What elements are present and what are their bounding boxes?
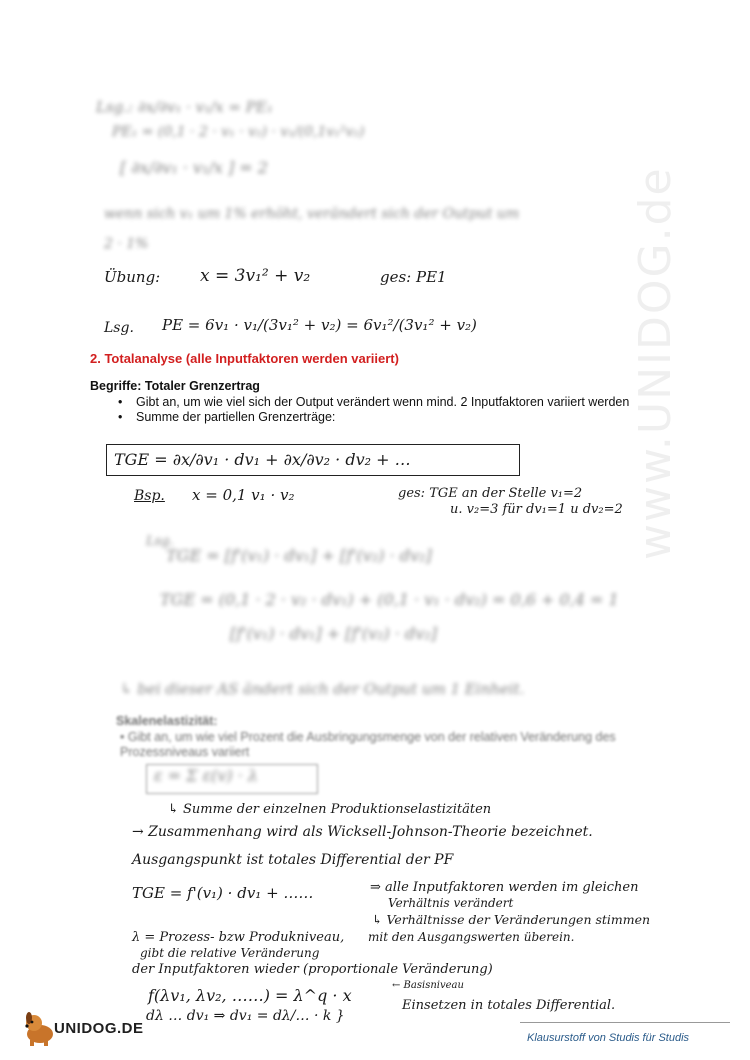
- bullet-item: • Gibt an, um wie viel sich der Output verändert wenn mind. 2 Inputfaktoren variiert werden: [118, 395, 638, 410]
- terms-title: Begriffe: Totaler Grenzertrag: [90, 379, 260, 393]
- note-line-6b: Einsetzen in totales Differential.: [402, 998, 616, 1013]
- note-line-3: Ausgangspunkt ist totales Differential der PF: [132, 852, 454, 868]
- exercise-goal: ges: PE1: [380, 268, 447, 286]
- logo-wordmark: UNIDOG.DE: [54, 1020, 144, 1037]
- note-line-4d: ↳ Verhältnisse der Veränderungen stimmen: [372, 912, 651, 927]
- example-goal-1: ges: TGE an der Stelle v₁=2: [398, 486, 583, 501]
- note-line-4a: TGE = f'(v₁) · dv₁ + ……: [132, 884, 314, 902]
- solution-label: Lsg.: [104, 320, 134, 336]
- note-line-6-annotation: ← Basisniveau: [392, 980, 464, 991]
- watermark-text: www.UNIDOG.de: [630, 166, 681, 560]
- note-line-4e: mit den Ausgangswerten überein.: [368, 930, 575, 944]
- total-formula: TGE = ∂x/∂v₁ · dv₁ + ∂x/∂v₂ · dv₂ + …: [114, 450, 411, 469]
- note-line-5b: gibt die relative Veränderung: [140, 946, 320, 960]
- exercise-formula: x = 3v₁² + v₂: [200, 266, 311, 286]
- footer-tagline: Klausurstoff von Studis für Studis: [527, 1032, 690, 1044]
- note-line-5c: der Inputfaktoren wieder (proportionale Veränderung): [132, 962, 493, 977]
- exercise-label: Übung:: [104, 268, 161, 286]
- footer-divider: [520, 1022, 730, 1023]
- note-line-4c: Verhältnis verändert: [388, 896, 514, 910]
- section-heading: 2. Totalanalyse (alle Inputfaktoren werden variiert): [90, 351, 399, 366]
- note-line-4b: ⇒ alle Inputfaktoren werden im gleichen: [370, 880, 639, 895]
- note-line-2: → Zusammenhang wird als Wicksell-Johnson-Theorie bezeichnet.: [132, 824, 593, 840]
- note-line-5a: λ = Prozess- bzw Produkniveau,: [132, 930, 345, 945]
- example-formula: x = 0,1 v₁ · v₂: [192, 486, 295, 504]
- note-line-6: f(λv₁, λv₂, ……) = λ^q · x: [148, 986, 352, 1005]
- solution-formula: PE = 6v₁ · v₁/(3v₁² + v₂) = 6v₁²/(3v₁² + v₂): [162, 316, 477, 334]
- example-goal-2: u. v₂=3 für dv₁=1 u dv₂=2: [450, 502, 623, 517]
- bullet-list: [118, 395, 638, 425]
- note-line-7: dλ … dv₁ ⇒ dv₁ = dλ/… · k }: [146, 1008, 345, 1024]
- bullet-item: • Summe der partiellen Grenzerträge:: [118, 410, 638, 425]
- example-label: Bsp.: [134, 488, 165, 504]
- note-line-1: ↳ Summe der einzelnen Produktionselastizitäten: [168, 802, 492, 817]
